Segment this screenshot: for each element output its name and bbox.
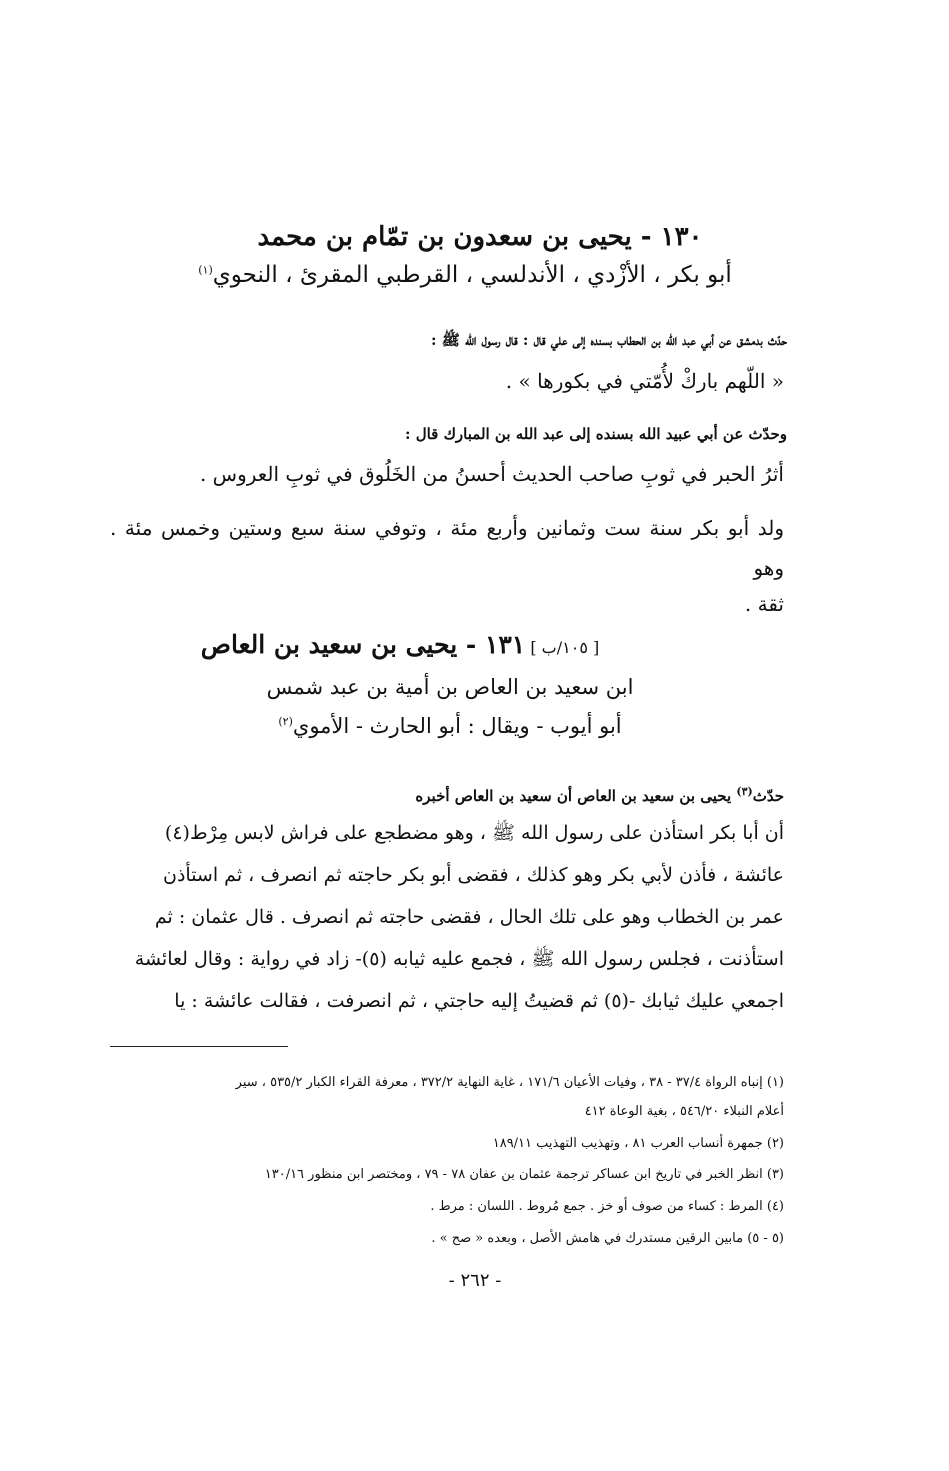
hadith-line-2: عائشة ، فأذن لأبي بكر وهو كذلك ، فقضى أبو بكر حاجته ثم انصرف ، ثم استأذن xyxy=(163,864,784,886)
folio-marker: [ ١٠٥/ب ] xyxy=(530,638,600,657)
isnad-line-1: حدّث بدمشق عن أبي عبد الله بن الحطاب بسنده إلى علي قال : قال رسول الله ﷺ : xyxy=(430,331,787,349)
entry-130-subtitle-text: أبو بكر ، الأزْدي ، الأندلسي ، القرطبي المقرئ ، النحوي xyxy=(212,262,732,288)
footnote-1-line-2: أعلام النبلاء ٥٤٦/٢٠ ، بغية الوعاة ٤١٢ xyxy=(584,1104,784,1119)
isnad-3-prefix: حدّث xyxy=(752,787,784,805)
entry-131-heading xyxy=(150,630,650,659)
hadith-paragraph xyxy=(110,812,784,1022)
hadith-line-4: استأذنت ، فجلس رسول الله ﷺ ، فجمع عليه ثيابه (٥)- زاد في رواية : وقال لعائشة xyxy=(134,948,784,970)
entry-131-kunya xyxy=(250,714,650,738)
biography-paragraph xyxy=(110,508,784,624)
footnote-ref-2: (٢) xyxy=(278,715,293,728)
isnad-3-rest: يحيى بن سعيد بن العاص أن سعيد بن العاص أخبره xyxy=(415,787,732,805)
footnote-2: (٢) جمهرة أنساب العرب ٨١ ، وتهذيب التهذيب ١٨٩/١١ xyxy=(492,1136,784,1151)
hadith-line-1: أن أبا بكر استأذن على رسول الله ﷺ ، وهو مضطجع على فراش لابس مِرْط(٤) xyxy=(164,822,784,844)
biography-line-1: ولد أبو بكر سنة ست وثمانين وأربع مئة ، وتوفي سنة سبع وستين وخمس مئة . وهو xyxy=(110,516,784,580)
entry-131-kunya-text: أبو أيوب - ويقال : أبو الحارث - الأموي xyxy=(292,714,622,738)
footnote-1-line-1: (١) إنباه الرواة ٣٧/٤ - ٣٨ ، وفيات الأعيان ١٧١/٦ ، غاية النهاية ٣٧٢/٢ ، معرفة القراء الكبار ٥٣٥/٢ ، سير xyxy=(235,1075,784,1090)
entry-131-title: ١٣١ - يحيى بن سعيد بن العاص xyxy=(200,630,526,659)
hadith-line-3: عمر بن الخطاب وهو على تلك الحال ، فقضى حاجته ثم انصرف . قال عثمان : ثم xyxy=(154,906,784,928)
isnad-line-2: وحدّث عن أبي عبيد الله بسنده إلى عبد الله بن المبارك قال : xyxy=(404,425,787,443)
entry-130-title: ١٣٠ - يحيى بن سعدون بن تمّام بن محمد xyxy=(257,222,703,252)
entry-130-subtitle xyxy=(120,262,810,288)
page-number: - ٢٦٢ - xyxy=(448,1270,502,1291)
isnad-line-3 xyxy=(415,785,784,805)
footnote-4: (٤) المرط : كساء من صوف أو خز . جمع مُروط . اللسان : مرط . xyxy=(430,1199,784,1214)
quote-text-2: أثرُ الحبر في ثوبِ صاحب الحديث أحسنُ من الخَلُوق في ثوبِ العروس . xyxy=(199,462,784,486)
hadith-text-1: « اللّهم باركْ لأُمّتي في بكورها » . xyxy=(505,369,784,393)
footnote-5: (٥ - ٥) مابين الرقين مستدرك في هامش الأصل ، وبعده « صح » . xyxy=(431,1231,784,1246)
footnote-ref-1: (١) xyxy=(198,263,213,277)
footnote-divider xyxy=(110,1046,288,1047)
footnote-3: (٣) انظر الخبر في تاريخ ابن عساكر ترجمة عثمان بن عفان ٧٨ - ٧٩ ، ومختصر ابن منظور ١٣٠/١٦ xyxy=(264,1167,784,1182)
biography-line-2: ثقة . xyxy=(744,592,784,616)
hadith-line-5: اجمعي عليك ثيابك -(٥) ثم قضيتُ إليه حاجتي ، ثم انصرفت ، فقالت عائشة : يا xyxy=(174,990,784,1012)
footnote-ref-3: (٣) xyxy=(736,785,753,798)
entry-131-lineage: ابن سعيد بن العاص بن أمية بن عبد شمس xyxy=(266,675,634,699)
